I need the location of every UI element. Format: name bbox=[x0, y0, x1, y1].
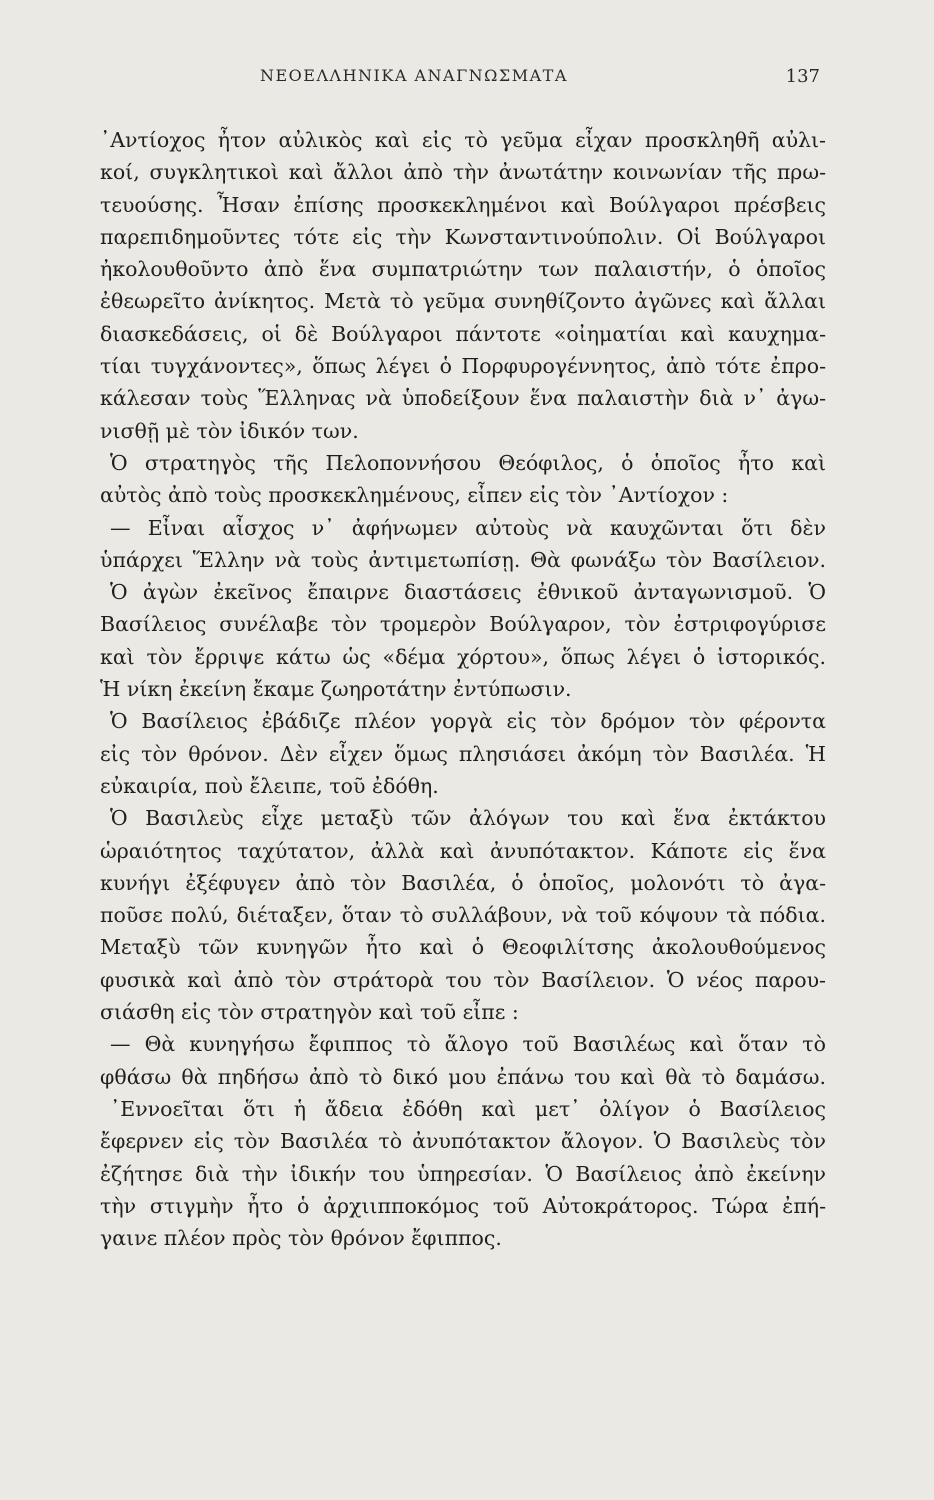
text-line: ἐθεωρεῖτο ἀνίκητος. Μετὰ τὸ γεῦμα συνηθίζοντο ἀγῶνες καὶ ἄλλαι bbox=[100, 289, 826, 314]
text-line: φθάσω θὰ πηδήσω ἀπὸ τὸ δικό μου ἐπάνω του καὶ θὰ τὸ δαμάσω. bbox=[100, 1064, 826, 1089]
text-line: ἐζήτησε διὰ τὴν ἰδικήν του ὑπηρεσίαν. Ὁ Βασίλειος ἀπὸ ἐκείνην bbox=[100, 1161, 826, 1186]
text-line: νισθῇ μὲ τὸν ἰδικόν των. bbox=[100, 418, 359, 443]
text-line: ἔφερνεν εἰς τὸν Βασιλέα τὸ ἀνυπότακτον ἄλογον. Ὁ Βασιλεὺς τὸν bbox=[100, 1129, 826, 1154]
text-line: διασκεδάσεις, οἱ δὲ Βούλγαροι πάντοτε «οἰηματίαι καὶ καυχημα- bbox=[100, 321, 826, 346]
text-line: εἰς τὸν θρόνον. Δὲν εἶχεν ὅμως πλησιάσει ἀκόμη τὸν Βασιλέα. Ἡ bbox=[100, 741, 826, 766]
text-line: ᾿Αντίοχος ἦτον αὐλικὸς καὶ εἰς τὸ γεῦμα εἶχαν προσκληθῆ αὐλι- bbox=[100, 128, 826, 152]
text-line: ᾿Εννοεῖται ὅτι ἡ ἄδεια ἐδόθη καὶ μετ᾿ ὀλίγον ὁ Βασίλειος bbox=[110, 1096, 826, 1121]
text-line: κάλεσαν τοὺς Ἕλληνας νὰ ὑποδείξουν ἕνα παλαιστὴν διὰ ν᾿ ἀγω- bbox=[100, 386, 826, 411]
text-line: κοί, συγκλητικοὶ καὶ ἄλλοι ἀπὸ τὴν ἀνωτάτην κοινωνίαν τῆς πρω- bbox=[100, 160, 826, 185]
text-line: τὴν στιγμὴν ἦτο ὁ ἀρχιιπποκόμος τοῦ Αὐτοκράτορος. Τώρα ἐπή- bbox=[100, 1193, 826, 1218]
text-line: σιάσθη εἰς τὸν στρατηγὸν καὶ τοῦ εἶπε : bbox=[100, 1000, 519, 1025]
text-line: Μεταξὺ τῶν κυνηγῶν ἦτο καὶ ὁ Θεοφιλίτσης ἀκολουθούμενος bbox=[100, 935, 826, 960]
page-header bbox=[100, 66, 830, 98]
text-line: αὐτὸς ἀπὸ τοὺς προσκεκλημένους, εἶπεν εἰς τὸν ᾿Αντίοχον : bbox=[100, 483, 729, 508]
text-line: Ἡ νίκη ἐκείνη ἔκαμε ζωηροτάτην ἐντύπωσιν. bbox=[100, 677, 572, 702]
body-text bbox=[100, 124, 826, 1254]
text-line: γαινε πλέον πρὸς τὸν θρόνον ἔφιππος. bbox=[100, 1226, 502, 1251]
text-line: — Θὰ κυνηγήσω ἔφιππος τὸ ἄλογο τοῦ Βασιλέως καὶ ὅταν τὸ bbox=[110, 1032, 826, 1057]
text-line: ἠκολουθοῦντο ἀπὸ ἕνα συμπατριώτην των παλαιστήν, ὁ ὁποῖος bbox=[100, 257, 826, 282]
text-line: ποῦσε πολύ, διέταξεν, ὅταν τὸ συλλάβουν, νὰ τοῦ κόψουν τὰ πόδια. bbox=[100, 903, 826, 928]
text-line: Ὁ ἀγὼν ἐκεῖνος ἔπαιρνε διαστάσεις ἐθνικοῦ ἀνταγωνισμοῦ. Ὁ bbox=[110, 580, 826, 605]
text-line: Ὁ Βασιλεὺς εἶχε μεταξὺ τῶν ἀλόγων του καὶ ἕνα ἐκτάκτου bbox=[110, 806, 826, 831]
text-line: παρεπιδημοῦντες τότε εἰς τὴν Κωνσταντινούπολιν. Οἱ Βούλγαροι bbox=[100, 224, 826, 249]
page-number: 137 bbox=[785, 66, 820, 87]
text-line: Ὁ Βασίλειος ἐβάδιζε πλέον γοργὰ εἰς τὸν δρόμον τὸν φέροντα bbox=[110, 709, 826, 734]
text-line: Ὁ στρατηγὸς τῆς Πελοποννήσου Θεόφιλος, ὁ ὁποῖος ἦτο καὶ bbox=[110, 450, 826, 475]
text-line: φυσικὰ καὶ ἀπὸ τὸν στράτορὰ του τὸν Βασίλειον. Ὁ νέος παρου- bbox=[100, 967, 826, 992]
text-line: ὑπάρχει Ἕλλην νὰ τοὺς ἀντιμετωπίσῃ. Θὰ φωνάξω τὸν Βασίλειον. bbox=[100, 547, 826, 572]
text-line: τευούσης. Ἦσαν ἐπίσης προσκεκλημένοι καὶ Βούλγαροι πρέσβεις bbox=[100, 192, 826, 217]
text-line: καὶ τὸν ἔρριψε κάτω ὡς «δέμα χόρτου», ὅπως λέγει ὁ ἱστορικός. bbox=[100, 644, 826, 669]
text-line: τίαι τυγχάνοντες», ὅπως λέγει ὁ Πορφυρογέννητος, ἀπὸ τότε ἐπρο- bbox=[100, 354, 826, 379]
running-title: ΝΕΟΕΛΛΗΝΙΚΑ ΑΝΑΓΝΩΣΜΑΤΑ bbox=[260, 66, 568, 85]
text-line: εὐκαιρία, ποὺ ἔλειπε, τοῦ ἐδόθη. bbox=[100, 773, 439, 798]
text-line: ὡραιότητος ταχύτατον, ἀλλὰ καὶ ἀνυπότακτον. Κάποτε εἰς ἕνα bbox=[100, 838, 826, 863]
text-line: Βασίλειος συνέλαβε τὸν τρομερὸν Βούλγαρον, τὸν ἐστριφογύρισε bbox=[100, 612, 826, 637]
text-line: — Εἶναι αἶσχος ν᾿ ἀφήνωμεν αὐτοὺς νὰ καυχῶνται ὅτι δὲν bbox=[110, 515, 826, 540]
text-line: κυνήγι ἐξέφυγεν ἀπὸ τὸν Βασιλέα, ὁ ὁποῖος, μολονότι τὸ ἀγα- bbox=[100, 870, 826, 895]
